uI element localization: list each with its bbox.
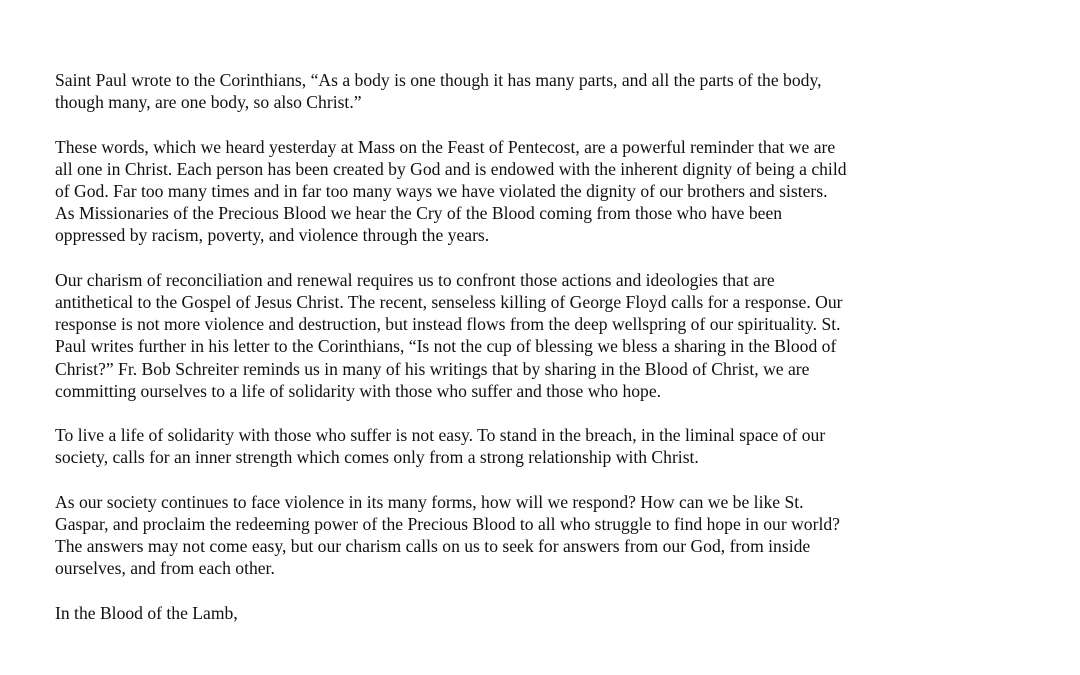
closing-line: In the Blood of the Lamb,: [55, 602, 238, 623]
text-line: of God. Far too many times and in far too many ways we have violated the dignity of our brothers and sisters.: [55, 181, 828, 201]
text-line: antithetical to the Gospel of Jesus Christ. The recent, senseless killing of George Floyd calls for a response. Our: [55, 292, 843, 312]
text-line: These words, which we heard yesterday at Mass on the Feast of Pentecost, are a powerful reminder that we are: [55, 136, 836, 157]
text-line: Paul writes further in his letter to the Corinthians, “Is not the cup of blessing we bless a sharing in the Blood of: [55, 336, 837, 357]
paragraph-3: [55, 269, 1015, 402]
text-line: Saint Paul wrote to the Corinthians, “As a body is one though it has many parts, and all the parts of the body,: [55, 70, 822, 90]
text-line: all one in Christ. Each person has been created by God and is endowed with the inherent dignity of being a child: [55, 158, 847, 179]
text-line: To live a life of solidarity with those who suffer is not easy. To stand in the breach, in the liminal space of our: [55, 425, 826, 446]
letter-body: [55, 69, 1015, 624]
text-line: The answers may not come easy, but our charism calls on us to seek for answers from our God, from inside: [55, 536, 811, 557]
text-line: response is not more violence and destruction, but instead flows from the deep wellspring of our spirituality. St.: [55, 314, 841, 335]
text-line: society, calls for an inner strength which comes only from a strong relationship with Christ.: [55, 447, 699, 468]
paragraph-2: [55, 136, 1015, 247]
text-line: Christ?” Fr. Bob Schreiter reminds us in many of his writings that by sharing in the Blood of Christ, we are: [55, 358, 810, 379]
paragraph-5: [55, 491, 1015, 580]
paragraph-4: [55, 424, 1015, 468]
text-line: As Missionaries of the Precious Blood we hear the Cry of the Blood coming from those who have been: [55, 203, 783, 224]
text-line: Our charism of reconciliation and renewal requires us to confront those actions and ideologies that are: [55, 269, 775, 290]
text-line: Gaspar, and proclaim the redeeming power of the Precious Blood to all who struggle to find hope in our world?: [55, 514, 840, 534]
text-line: ourselves, and from each other.: [55, 558, 275, 579]
paragraph-1: [55, 69, 1015, 113]
text-line: oppressed by racism, poverty, and violence through the years.: [55, 225, 490, 246]
text-line: committing ourselves to a life of solidarity with those who suffer and those who hope.: [55, 380, 662, 401]
text-line: As our society continues to face violence in its many forms, how will we respond? How can we be like St.: [55, 491, 804, 512]
text-line: though many, are one body, so also Christ.”: [55, 92, 362, 113]
